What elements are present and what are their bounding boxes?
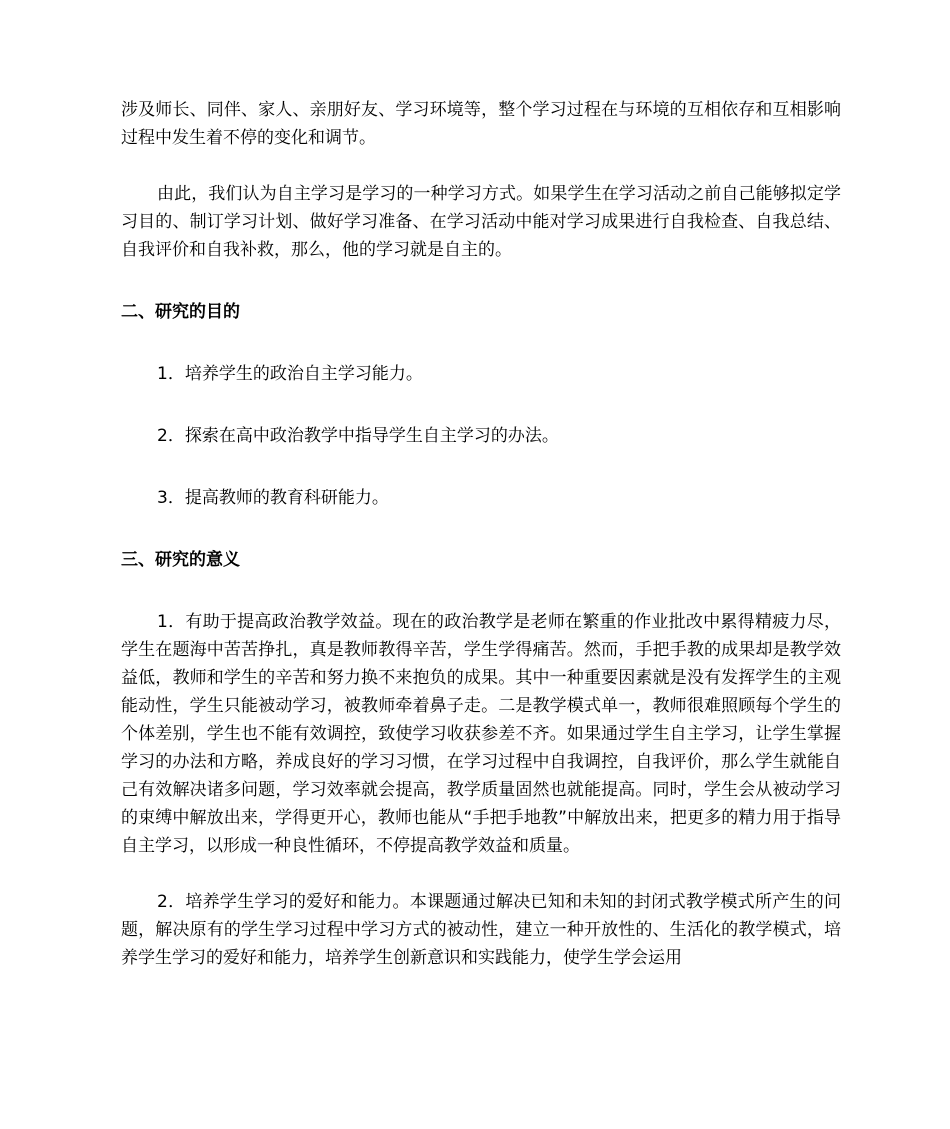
intro-continuation-paragraph: 涉及师长、同伴、家人、亲朋好友、学习环境等，整个学习过程在与环境的互相依存和互相影响过程中发生着不停的变化和调节。 xyxy=(121,100,841,148)
significance-paragraph-2: 2．培养学生学习的爱好和能力。本课题通过解决已知和未知的封闭式教学模式所产生的问题，解决原有的学生学习过程中学习方式的被动性，建立一种开放性的、生活化的教学模式，培养学生学习的爱好和能力，培养学生创新意识和实践能力，使学生学会运用 xyxy=(121,892,841,968)
purpose-section-heading: 二、研究的目的 xyxy=(121,302,240,322)
purpose-item-1: 1．培养学生的政治自主学习能力。 xyxy=(157,364,423,384)
significance-paragraph-1: 1．有助于提高政治教学效益。现在的政治教学是老师在繁重的作业批改中累得精疲力尽，学生在题海中苦苦挣扎，真是教师教得辛苦，学生学得痛苦。然而，手把手教的成果却是教学效益低，教师和学生的辛苦和努力换不来抱负的成果。其中一种重要因素就是没有发挥学生的主观能动性，学生只能被动学习，被教师牵着鼻子走。二是教学模式单一，教师很难照顾每个学生的个体差别，学生也不能有效调控，致使学习收获参差不齐。如果通过学生自主学习，让学生掌握学习的办法和方略，养成良好的学习习惯，在学习过程中自我调控，自我评价，那么学生就能自己有效解决诸多问题，学习效率就会提高，教学质量固然也就能提高。同时，学生会从被动学习的束缚中解放出来，学得更开心，教师也能从“手把手地教”中解放出来，把更多的精力用于指导自主学习，以形成一种良性循环，不停提高教学效益和质量。 xyxy=(121,612,841,856)
autonomous-learning-definition-paragraph: 由此，我们认为自主学习是学习的一种学习方式。如果学生在学习活动之前自己能够拟定学习目的、制订学习计划、做好学习准备、在学习活动中能对学习成果进行自我检查、自我总结、自我评价和自我补救，那么，他的学习就是自主的。 xyxy=(121,184,841,260)
purpose-item-2: 2．探索在高中政治教学中指导学生自主学习的办法。 xyxy=(157,426,559,446)
purpose-item-3: 3．提高教师的教育科研能力。 xyxy=(157,488,389,508)
document-body xyxy=(121,96,841,972)
significance-section-heading: 三、研究的意义 xyxy=(121,550,240,570)
